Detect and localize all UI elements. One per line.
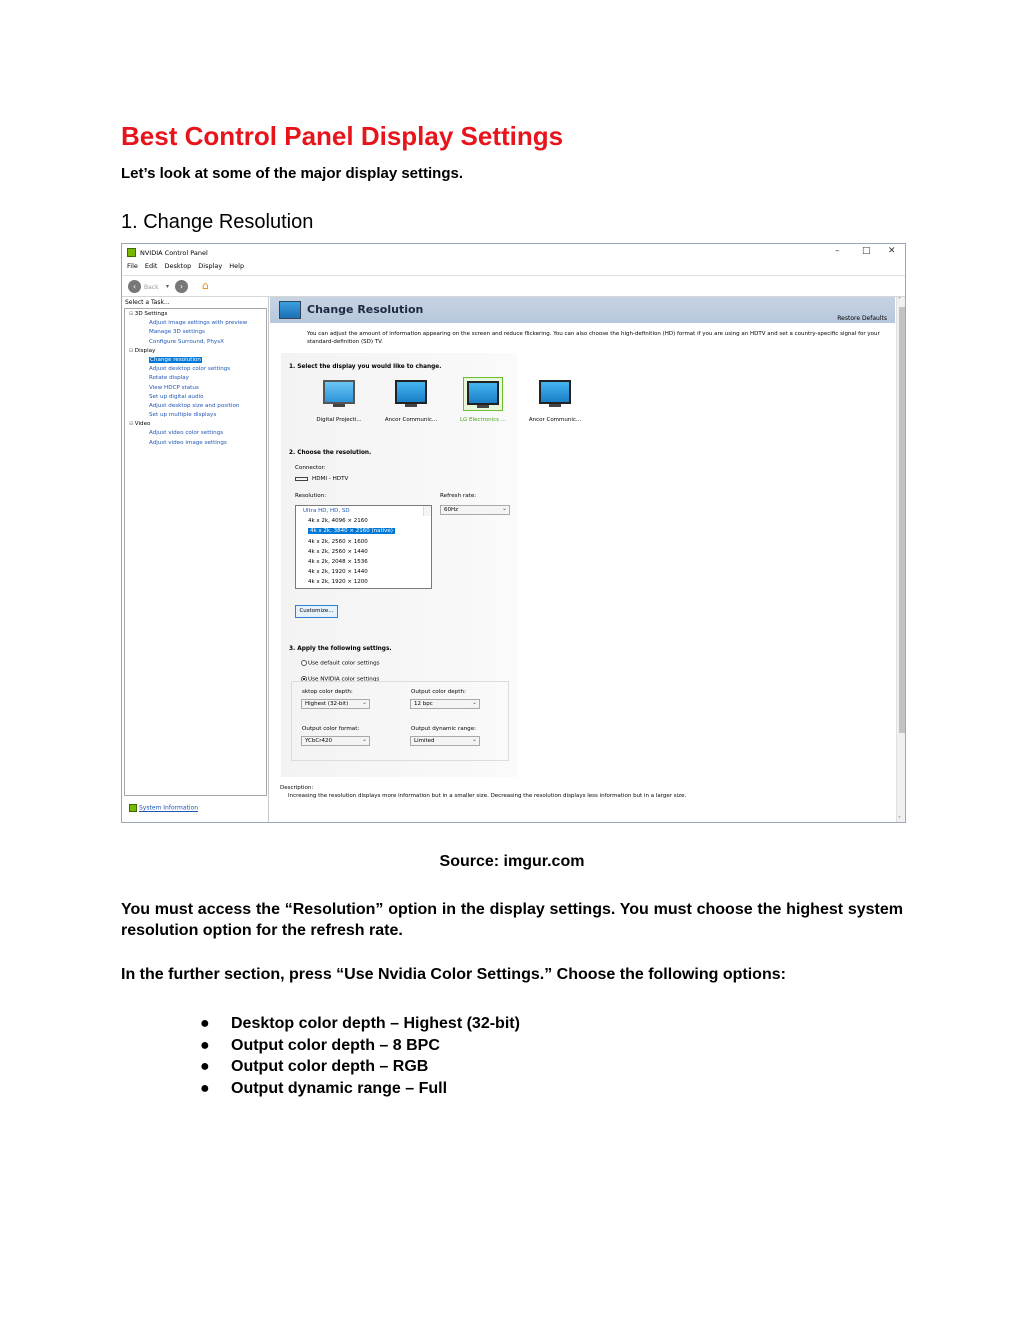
paragraph-color-settings: In the further section, press “Use Nvidia Color Settings.” Choose the following options: xyxy=(121,966,786,983)
description-label: Description: xyxy=(280,785,314,791)
resolution-item-label: 4k x 2k, 1920 × 1440 xyxy=(308,569,368,576)
description xyxy=(280,784,686,800)
display-option[interactable] xyxy=(303,377,375,423)
refresh-rate-select[interactable]: 60Hz ⌄ xyxy=(440,505,510,515)
paragraph-resolution: You must access the “Resolution” option in the display settings. You must choose the highest system resolution option for the refresh rate. xyxy=(121,901,903,939)
resolution-item-label: 4k x 2k, 4096 × 2160 xyxy=(308,518,368,525)
tree-item[interactable] xyxy=(127,319,264,328)
maximize-icon[interactable]: □ xyxy=(862,246,871,256)
task-tree xyxy=(124,308,267,796)
tree-item[interactable] xyxy=(127,429,264,438)
select-task-label: Select a Task... xyxy=(125,299,170,306)
tree-item[interactable] xyxy=(127,439,264,448)
radio-default-label: Use default color settings xyxy=(308,660,380,667)
task-pane xyxy=(122,297,269,823)
resolution-label: Resolution: xyxy=(295,493,327,499)
output-depth-label: Output color depth: xyxy=(411,689,466,695)
projector-icon xyxy=(323,380,355,404)
page-title: Best Control Panel Display Settings xyxy=(121,121,564,151)
monitor-icon xyxy=(395,380,427,404)
close-icon[interactable]: ✕ xyxy=(888,246,896,256)
output-format-select[interactable]: YCbCr420 ⌄ xyxy=(301,736,370,746)
tree-item-label: Manage 3D settings xyxy=(149,329,205,336)
tree-item-label: Configure Surround, PhysX xyxy=(149,338,224,345)
menu-file[interactable]: File xyxy=(127,262,138,270)
tree-item-label: Change resolution xyxy=(150,356,201,363)
resolution-item[interactable] xyxy=(296,547,431,557)
change-resolution-icon xyxy=(279,301,301,319)
system-info-icon xyxy=(129,804,137,812)
connector-value xyxy=(295,476,348,482)
list-item xyxy=(200,1056,520,1078)
bullet-icon: ● xyxy=(200,1036,210,1054)
tree-item[interactable] xyxy=(127,411,264,420)
description-text: Increasing the resolution displays more information but in a smaller size. Decreasing the resolution displays less information but in a larger size. xyxy=(288,793,687,799)
list-item-text: Output color depth – 8 BPC xyxy=(231,1036,440,1054)
display-selector xyxy=(303,377,591,423)
desktop-depth-label: sktop color depth: xyxy=(302,689,353,695)
settings-list xyxy=(200,1013,520,1099)
resolution-item[interactable] xyxy=(296,577,431,587)
bullet-icon: ● xyxy=(200,1058,210,1075)
output-depth-select[interactable]: 12 bpc ⌄ xyxy=(410,699,480,709)
display-label: Ancor Communic... xyxy=(528,417,582,423)
tree-item-label: Video xyxy=(134,421,151,428)
resolution-item[interactable] xyxy=(296,516,431,526)
resolution-list[interactable] xyxy=(295,505,432,589)
list-item-text: Desktop color depth – Highest (32-bit) xyxy=(231,1015,520,1032)
history-dropdown-icon[interactable]: ▾ xyxy=(166,283,170,290)
tree-item-selected[interactable] xyxy=(127,356,264,365)
tree-item-label: Rotate display xyxy=(149,375,189,382)
nvidia-control-panel-screenshot xyxy=(121,243,906,823)
radio-default-color[interactable] xyxy=(301,660,380,667)
image-source: Source: imgur.com xyxy=(439,853,585,870)
tree-item[interactable] xyxy=(127,402,264,411)
resolution-item-label: 4k x 2k, 1920 × 1200 xyxy=(308,579,368,586)
resolution-item-label: 4k x 2k, 2048 × 1536 xyxy=(308,558,368,565)
nvidia-app-icon xyxy=(127,248,136,257)
step3-heading: 3. Apply the following settings. xyxy=(289,646,392,652)
display-label: Digital Projecti... xyxy=(316,417,362,423)
tree-item-label: Adjust video color settings xyxy=(149,430,224,437)
resolution-item[interactable] xyxy=(296,557,431,567)
radio-icon xyxy=(301,660,307,666)
tree-category[interactable] xyxy=(127,347,264,356)
system-information-link[interactable] xyxy=(129,804,198,812)
tree-item-label: Set up digital audio xyxy=(149,393,204,400)
display-option[interactable] xyxy=(375,377,447,423)
back-arrow-icon[interactable]: ‹ xyxy=(128,280,141,293)
list-item xyxy=(200,1013,520,1035)
scroll-down-icon[interactable]: ˅ xyxy=(898,816,901,823)
minimize-icon[interactable]: – xyxy=(835,246,840,256)
display-label: Ancor Communic... xyxy=(384,417,438,423)
tree-item-label: View HDCP status xyxy=(149,384,199,391)
scroll-up-icon[interactable]: ˄ xyxy=(898,297,901,304)
display-option-selected[interactable] xyxy=(447,377,519,423)
tree-item-label: Set up multiple displays xyxy=(149,412,217,419)
tree-item[interactable] xyxy=(127,374,264,383)
refresh-rate-label: Refresh rate: xyxy=(440,493,477,499)
resolution-item-label: 4k x 2k, 3840 × 2160 (native) xyxy=(310,528,393,535)
page-banner xyxy=(270,297,895,323)
connector-text: HDMI - HDTV xyxy=(312,476,349,482)
list-item-text: Output dynamic range – Full xyxy=(231,1079,448,1097)
back-label[interactable]: Back xyxy=(144,284,159,291)
section-heading: 1. Change Resolution xyxy=(121,211,314,233)
customize-button[interactable]: Customize... xyxy=(295,605,338,618)
page-subtitle: Let’s look at some of the major display settings. xyxy=(121,165,464,182)
tree-item-label: Adjust image settings with preview xyxy=(149,320,248,327)
window-title: NVIDIA Control Panel xyxy=(140,249,208,257)
step1-heading: 1. Select the display you would like to change. xyxy=(289,364,442,370)
output-range-select[interactable]: Limited ⌄ xyxy=(410,736,480,746)
tree-item[interactable] xyxy=(127,384,264,393)
tree-item-label: 3D Settings xyxy=(134,311,168,317)
display-option[interactable] xyxy=(519,377,591,423)
menu-edit[interactable]: Edit xyxy=(144,262,158,270)
tree-item[interactable] xyxy=(127,328,264,337)
intro-text: You can adjust the amount of information appearing on the screen and reduce flickering. You can also choose the high-definition (HD) format if you are using an HDTV and set a country-specific signal for your standard-definition (SD) TV. xyxy=(307,331,880,345)
home-icon[interactable]: ⌂ xyxy=(202,279,209,292)
resolution-item[interactable] xyxy=(296,567,431,577)
hdmi-icon xyxy=(295,477,308,481)
content-title: Change Resolution xyxy=(307,303,424,316)
resolution-group-label: Ultra HD, HD, SD xyxy=(303,508,350,514)
vertical-scrollbar[interactable] xyxy=(896,297,906,823)
window-titlebar xyxy=(122,244,905,260)
tree-item-label: Adjust desktop size and position xyxy=(149,402,240,409)
menu-help[interactable]: Help xyxy=(229,262,245,270)
bullet-icon: ● xyxy=(200,1015,210,1032)
output-range-label: Output dynamic range: xyxy=(411,726,477,732)
tree-item-label: Adjust desktop color settings xyxy=(149,366,231,373)
bullet-icon: ● xyxy=(200,1079,210,1097)
tree-category[interactable] xyxy=(127,310,264,319)
content-pane xyxy=(270,297,906,823)
list-item-text: Output color depth – RGB xyxy=(231,1058,429,1075)
output-format-label: Output color format: xyxy=(302,726,360,732)
toolbar xyxy=(122,275,905,297)
menu-desktop[interactable]: Desktop xyxy=(164,262,192,270)
resolution-item-label: 4k x 2k, 2560 × 1440 xyxy=(308,548,368,555)
scroll-thumb[interactable] xyxy=(899,307,905,733)
display-label: LG Electronics ... xyxy=(459,417,507,423)
tree-item-label: Adjust video image settings xyxy=(149,439,227,446)
tree-item[interactable] xyxy=(127,393,264,402)
tree-item[interactable] xyxy=(127,365,264,374)
resolution-item-label: 4k x 2k, 2560 × 1600 xyxy=(308,538,368,545)
radio-nvidia-label: Use NVIDIA color settings xyxy=(308,676,380,683)
forward-arrow-icon[interactable]: › xyxy=(175,280,188,293)
menu-bar xyxy=(122,262,905,274)
resolution-item[interactable] xyxy=(296,537,431,547)
resolution-item-selected[interactable] xyxy=(296,526,431,536)
tree-item[interactable] xyxy=(127,338,264,347)
connector-label: Connector: xyxy=(295,465,326,471)
desktop-depth-select[interactable]: Highest (32-bit) ⌄ xyxy=(301,699,370,709)
list-item xyxy=(200,1078,520,1100)
menu-display[interactable]: Display xyxy=(198,262,223,270)
step2-heading: 2. Choose the resolution. xyxy=(289,450,372,456)
list-scrollbar[interactable] xyxy=(423,506,431,516)
system-information-label: System Information xyxy=(139,804,199,812)
list-item xyxy=(200,1035,520,1057)
monitor-icon xyxy=(467,381,499,405)
tree-item-label: Display xyxy=(134,347,156,354)
monitor-icon xyxy=(539,380,571,404)
restore-defaults-link[interactable]: Restore Defaults xyxy=(837,315,887,322)
tree-category[interactable] xyxy=(127,420,264,429)
